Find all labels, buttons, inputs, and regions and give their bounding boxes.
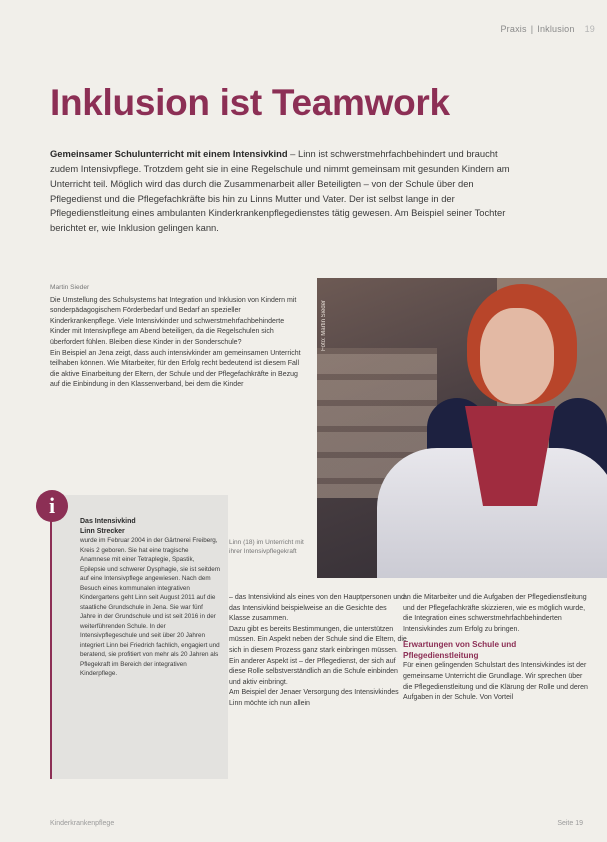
right-paragraph-1: an die Mitarbeiter und die Aufgaben der Pflegedienstleitung und der Pflegefachkräfte skizzieren, wie es möglich wurde, die Integration eines schwerstmehrfachbehinderten Intensivkindes zum Erfolg zu bringen. bbox=[403, 594, 587, 633]
right-subheading: Erwartungen von Schule und Pflegedienstleitung bbox=[403, 640, 517, 661]
left-column bbox=[50, 283, 305, 391]
info-box-text: wurde im Februar 2004 in der Gärtnerei Freiberg, Kreis 2 geboren. Sie hat eine tragische Anamnese mit einer Tetraplegie, Spastik, Epilepsie und schwerer Dysphagie, sie ist seitdem auf eine Intensivpflege angewiesen. Nach dem Besuch eines kommunalen integrativen Kindergartens geht Linn seit August 2011 auf die staatliche Grundschule in Jena. Sie war fünf Jahre in der Grundschule und ist seit 2016 in der weiterführenden Schule. In der Intensivpflegeschule und seit über 20 Jahren integriert Linn bei Friedrich fachlich, engagiert und beratend, sie profitiert von mehr als 20 Jahren als Pflegekraft im Bereich der integrativen Kinderpflege. bbox=[80, 537, 220, 677]
info-box-heading: Das Intensivkind bbox=[80, 518, 136, 525]
left-paragraph-1: Die Umstellung des Schulsystems hat Integration und Inklusion von Kindern mit sonderpädagogischem Förderbedarf und Bedarf an spezieller Kinderkrankenpflege. Viele Intensivkinder und schwerstmehrfachbehinderte Kinder mit Intensivpflege am Abend beteiligen, da die Regelschulen sich überfordert fühlen. Bleiben diese Kinder in der Sonderschule? bbox=[50, 296, 297, 346]
info-box-subheading: Linn Strecker bbox=[80, 527, 125, 535]
left-paragraph-2: Ein Beispiel an Jena zeigt, dass auch intensivkinder am gemeinsamen Unterricht teilhaben können. Wie Mitarbeiter, für den Erfolg recht bedeutend ist diesem Fall die aktive Einarbeitung der Eltern, der Schule und der Pflegefachkräfte in Bezug auf die Einbindung in den Klassenverband, bei dem die Kinder bbox=[50, 349, 301, 389]
info-icon: i bbox=[36, 490, 68, 522]
author-line: Martin Sieder bbox=[50, 284, 90, 291]
right-column bbox=[403, 593, 593, 704]
lead-bold: Gemeinsamer Schulunterricht mit einem Intensivkind bbox=[50, 148, 288, 160]
article-title: Inklusion ist Teamwork bbox=[50, 82, 450, 123]
header-section: Praxis bbox=[500, 24, 527, 34]
photo-credit: Foto: Martin Sieder bbox=[321, 300, 327, 352]
photo-face bbox=[480, 308, 554, 404]
info-box bbox=[50, 495, 228, 779]
lead-text: – Linn ist schwerstmehrfachbehindert und braucht zudem Intensivpflege. Trotzdem geht sie in eine Regelschule und nimmt gemeinsam mit gesunden Kindern am Unterricht teil. Möglich wird das durch die Zusammenarbeit aller Beteiligten – von der Schule über den Pflegedienst und die Pflegefachkräfte bis hin zu Linns Mutter und Vater. Der ist selbst lange in der Pflegedienstleitung eines ambulanten Kinderkrankenpflegedienstes tätig gewesen. Am Beispiel seiner Tochter berichtet er, wie Inklusion gelingen kann. bbox=[50, 148, 510, 233]
middle-paragraph-1: – das Intensivkind als eines von den Hauptpersonen und das Intensivkind beispielweise an die Gesichte des Klasse zusammen. bbox=[229, 594, 405, 623]
right-paragraph-2: Für einen gelingenden Schulstart des Intensivkindes ist der gemeinsame Unterricht die Grundlage. Wir sprechen über die Pflegedienstleitung und die Klärung der Rolle und deren Aufgaben in der Schule. Von Vorteil bbox=[403, 662, 588, 702]
header-subsection: Inklusion bbox=[537, 24, 575, 34]
photo-caption: Linn (18) im Unterricht mit ihrer Intensivpflegekraft bbox=[229, 539, 304, 555]
middle-paragraph-2: Dazu gibt es bereits Bestimmungen, die unterstützen müssen. Ein Aspekt neben der Schule sind die Eltern, die sich in diesem Prozess ganz stark einbringen müssen. Ein anderer Aspekt ist – der Pflegedienst, der sich auf diese Rolle selbstverständlich an die Schule einbinden und aktiv einbringt. bbox=[229, 625, 407, 686]
article-lead bbox=[50, 147, 520, 235]
article-photo bbox=[317, 278, 607, 578]
footer-left: Kinderkrankenpflege bbox=[50, 820, 115, 827]
middle-column bbox=[229, 593, 407, 710]
info-box-content bbox=[80, 517, 220, 679]
running-header bbox=[500, 24, 595, 34]
middle-paragraph-3: Am Beispiel der Jenaer Versorgung des Intensivkindes Linn möchte ich nun allein bbox=[229, 689, 399, 707]
header-page-number: 19 bbox=[584, 24, 595, 34]
footer-right: Seite 19 bbox=[557, 820, 583, 827]
header-separator: | bbox=[530, 24, 534, 34]
